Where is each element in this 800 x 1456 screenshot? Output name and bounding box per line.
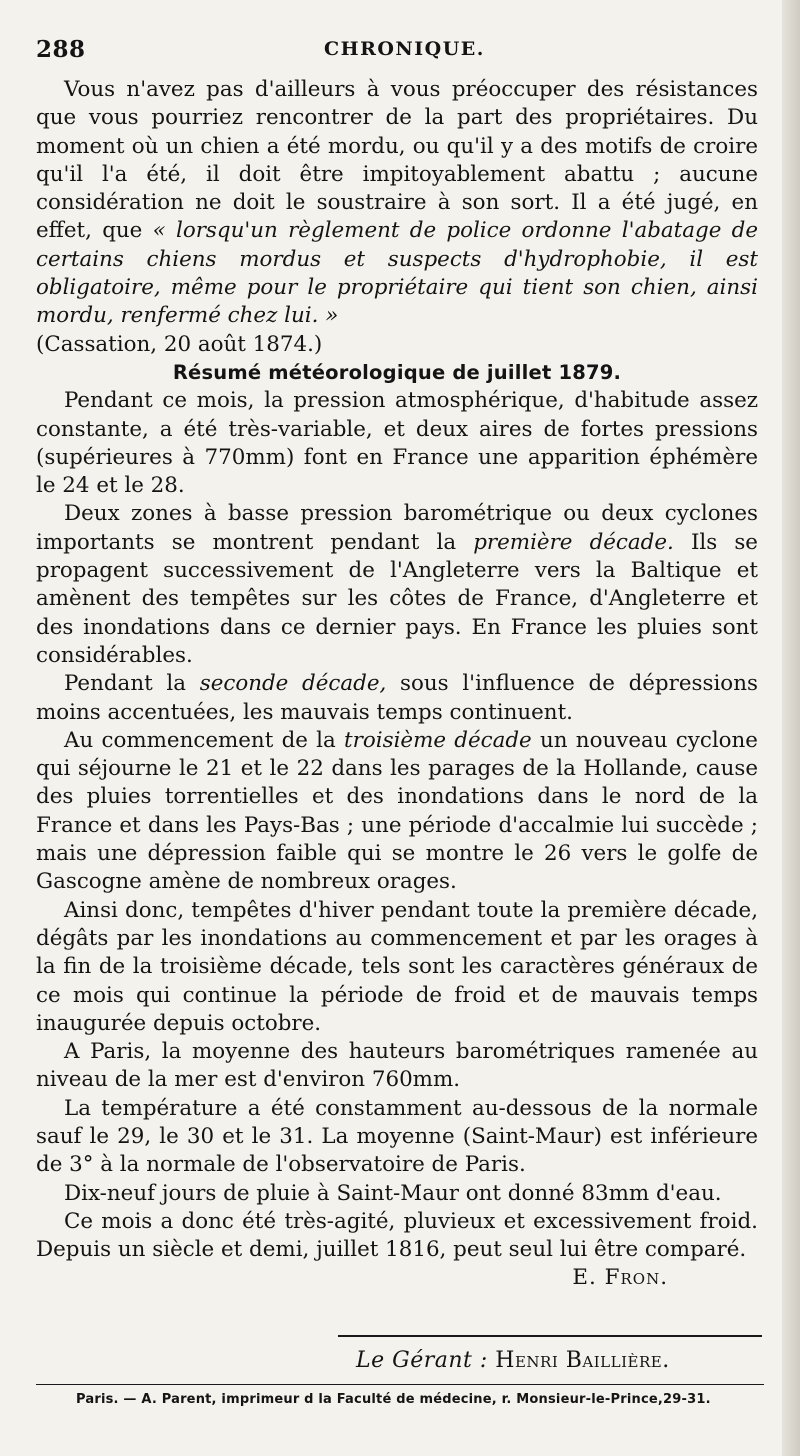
paragraph-third-decade — [36, 727, 758, 897]
section-title: Résumé météorologique de juillet 1879. — [172, 360, 622, 384]
page-edge-shadow — [782, 0, 800, 1456]
gerant-name: Henri Baillière. — [495, 1348, 670, 1373]
paragraph-conclusion: Ce mois a donc été très-agité, pluvieux et excessivement froid. Depuis un siècle et demi, juillet 1816, peut seul lui être comparé. — [36, 1208, 758, 1263]
running-title: CHRONIQUE. — [324, 38, 485, 60]
author-signature: E. Fron. — [572, 1265, 668, 1291]
top-rule — [338, 1335, 762, 1337]
intro-text: Vous n'avez pas d'ailleurs à vous préoccuper des résistances que vous pourriez rencontrer de la part des propriétaires. Du moment où un chien a été mordu, ou qu'il y a des motifs de croire qu'il l'a été, il doit être impitoyablement abattu ; aucune considération ne doit le soustraire à son sort. Il a été jugé, en effet, que — [36, 77, 758, 244]
body-text — [36, 76, 758, 1293]
paragraph-temperature: La température a été constamment au-dessous de la normale sauf le 29, le 30 et le 31. La moyenne (Saint-Maur) est inférieure de 3° à la normale de l'observatoire de Paris. — [36, 1095, 758, 1178]
gerant-label: Le Gérant : — [356, 1348, 488, 1373]
paragraph-barometer: A Paris, la moyenne des hauteurs barométriques ramenée au niveau de la mer est d'environ 760mm. — [36, 1039, 758, 1093]
paragraph-third-decade-a: Au commencement de la — [64, 727, 336, 753]
paragraph-second-decade — [36, 670, 758, 727]
paragraph-second-decade-b: sous l'influence de dépressions moins accentuées, les mauvais temps continuent. — [36, 671, 758, 725]
second-decade-term: seconde décade, — [199, 671, 387, 697]
paragraph-rain: Dix-neuf jours de pluie à Saint-Maur ont donné 83mm d'eau. — [64, 1180, 722, 1206]
paragraph-cyclones — [36, 500, 758, 670]
paragraph-pressure: Pendant ce mois, la pression atmosphérique, d'habitude assez constante, a été très-variable, et deux aires de fortes pressions (supérieures à 770mm) font en France une apparition éphémère le 24 et le 28. — [36, 388, 758, 499]
citation: (Cassation, 20 août 1874.) — [36, 331, 323, 357]
printer-imprint: Paris. — A. Parent, imprimeur d la Faculté de médecine, r. Monsieur-le-Prince,29-31. — [76, 1392, 711, 1407]
paragraph-second-decade-a: Pendant la — [64, 671, 186, 697]
intro-paragraph — [36, 76, 758, 331]
paragraph-cyclones-b: Ils se propagent successivement de l'Angleterre vers la Baltique et amènent des tempêtes sur les côtes de France, d'Angleterre et des inondations dans ce dernier pays. En France les pluies sont considérables. — [36, 529, 758, 668]
first-decade-term: première décade. — [473, 529, 674, 555]
bottom-rule — [36, 1384, 764, 1385]
gerant-line — [356, 1348, 670, 1373]
third-decade-term: troisième décade — [344, 727, 532, 753]
court-quote: « lorsqu'un règlement de police ordonne l'abatage de certains chiens mordus et suspects d'hydrophobie, il est obligatoire, même pour le propriétaire qui tient son chien, ainsi mordu, renfermé chez lui. » — [36, 218, 758, 329]
paragraph-third-decade-b: un nouveau cyclone qui séjourne le 21 et le 22 dans les parages de la Hollande, cause des pluies torrentielles et des inondations dans le nord de la France et dans les Pays-Bas ; une période d'accalmie lui succède ; mais une dépression faible qui se montre le 26 vers le golfe de Gascogne amène de nombreux orages. — [36, 727, 758, 895]
paragraph-summary: Ainsi donc, tempêtes d'hiver pendant toute la première décade, dégâts par les inondations au commencement et par les orages à la fin de la troisième décade, tels sont les caractères généraux de ce mois qui continue la période de froid et de mauvais temps inaugurée depuis octobre. — [36, 897, 758, 1036]
page-header — [36, 36, 756, 68]
paragraph-cyclones-a: Deux zones à basse pression barométrique ou deux cyclones importants se montrent pendant la — [36, 501, 758, 555]
page-number: 288 — [36, 36, 86, 63]
